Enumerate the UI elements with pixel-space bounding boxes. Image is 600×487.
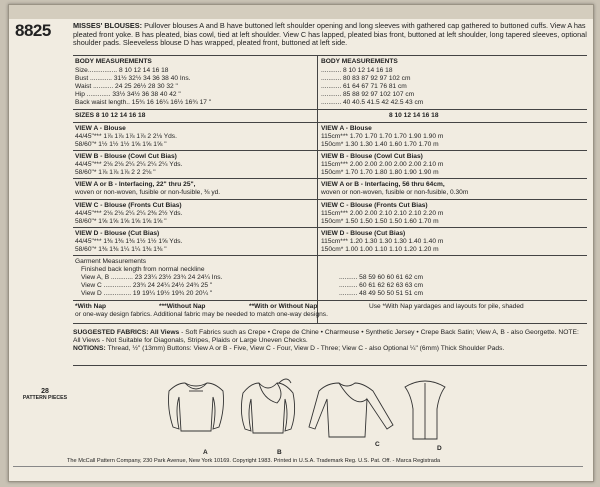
pattern-number: 8825 [15,21,51,40]
rule [73,178,317,179]
figure-label-a: A [203,449,208,456]
waist-row-metric: ........... 61 64 67 71 76 81 cm [321,83,407,90]
view-d-row-2-metric: 150cm* 1.00 1.00 1.10 1.10 1.20 1.20 m [321,246,439,253]
notions-label: NOTIONS: [73,345,106,352]
nap-note-2: or one-way design fabrics. Additional fabric may be needed to match one-way designs. [75,311,328,318]
view-a-row-1: 44/45"*** 1⅞ 1⅞ 1⅞ 1⅞ 2 2⅛ Yds. [75,133,177,140]
interfacing-title-metric: VIEW A or B - Interfacing, 56 thru 64cm, [321,181,445,188]
rule [73,109,317,110]
view-b-title-metric: VIEW B - Blouse (Cowl Cut Bias) [321,153,423,160]
rule [317,178,587,179]
rule [73,300,587,301]
rule [73,365,587,366]
fabrics-label: SUGGESTED FABRICS: All Views [73,329,180,336]
copyright-footer: The McCall Pattern Company, 230 Park Avenue, New York 10169. Copyright 1983. Printed in U.S.A. Trademark Reg. U.S. Pat. Off. - Marca Registrada [67,458,441,464]
view-c-title: VIEW C - Blouse (Fronts Cut Bias) [75,202,182,209]
garment-view-ab-metric: .......... 58 59 60 60 61 62 cm [339,274,423,281]
size-row: Size................ 8 10 12 14 16 18 [75,67,169,74]
rule [73,227,317,228]
body-measurements-title: BODY MEASUREMENTS [75,58,152,65]
rule [317,109,587,110]
sizes-row-metric: 8 10 12 14 16 18 [389,112,439,119]
view-d-title-metric: VIEW D - Blouse (Cut Bias) [321,230,406,237]
rule [317,199,587,200]
view-b-row-1-metric: 115cm*** 2.00 2.00 2.00 2.00 2.00 2.10 m [321,161,444,168]
garment-view-d: View D ............... 19 19¼ 19½ 19¾ 20 20¼ " [81,290,213,297]
pattern-pieces-count [21,389,69,401]
view-c-row-2-metric: 150cm* 1.50 1.50 1.50 1.50 1.60 1.70 m [321,218,439,225]
view-a-title: VIEW A - Blouse [75,125,126,132]
garment-title: Garment Measurements [75,258,147,265]
hip-row-metric: ........... 85 88 92 97 102 107 cm [321,91,415,98]
garment-subtitle: Finished back length from normal neckline [81,266,205,273]
view-d-drawing [405,381,445,439]
view-c-row-1: 44/45"*** 2⅛ 2⅛ 2¼ 2¼ 2⅜ 2½ Yds. [75,210,183,217]
size-row-metric: ........... 8 10 12 14 16 18 [321,67,393,74]
view-a-row-2-metric: 150cm* 1.30 1.30 1.40 1.60 1.70 1.70 m [321,141,439,148]
interfacing-text-metric: woven or non-woven, fusible or non-fusible, 0.30m [321,189,469,196]
view-d-title: VIEW D - Blouse (Cut Bias) [75,230,160,237]
sizes-row: SIZES 8 10 12 14 16 18 [75,112,146,119]
interfacing-title: VIEW A or B - Interfacing, 22" thru 25", [75,181,196,188]
back-waist-row: Back waist length.. 15¾ 16 16¼ 16½ 16¾ 17 " [75,99,212,106]
notions-text: Thread, ½" (13mm) Buttons: View A or B - Five, View C - Four, View D - Three; View C - also Optional ¼" (6mm) Thick Shoulder Pads. [105,345,505,352]
view-a-title-metric: VIEW A - Blouse [321,125,372,132]
with-or-without-nap-note: **With or Without Nap [249,303,318,310]
interfacing-text: woven or non-woven, fusible or non-fusible, ⅜ yd. [75,189,221,196]
bust-row-metric: ........... 80 83 87 92 97 102 cm [321,75,411,82]
rule [317,122,587,123]
fabrics-and-notions [73,329,587,353]
rule [73,255,587,256]
view-a-drawing [169,383,224,431]
waist-row: Waist ........... 24 25 26½ 28 30 32 " [75,83,178,90]
garment-view-d-metric: .......... 48 49 50 50 51 51 cm [339,290,423,297]
tape-strip [9,5,593,19]
garment-view-ab: View A, B ............ 23 23¼ 23½ 23¾ 24 24¼ Ins. [81,274,223,281]
with-nap-note: *With Nap [75,303,107,310]
fabrics-text: - Soft Fabrics such as Crepe • Crepe de Chine • Charmeuse • Synthetic Jersey • Crepe Back Satin; View A, B - also Georgette. NOTE: All Views - Not Suitable for Diagonals, Stripes, Plaids or Large Uneven Checks. [73,329,579,344]
rule [317,227,587,228]
footer-rule [13,466,583,467]
bust-row: Bust ............ 31½ 32½ 34 36 38 40 Ins. [75,75,191,82]
view-d-row-1-metric: 115cm*** 1.20 1.30 1.30 1.30 1.40 1.40 m [321,238,444,245]
view-b-drawing [241,379,294,433]
view-a-row-2: 58/60"* 1½ 1½ 1½ 1⅝ 1⅝ 1⅝ " [75,141,167,148]
garment-view-c-metric: .......... 60 61 62 62 63 63 cm [339,282,423,289]
figure-label-b: B [277,449,282,456]
pattern-pieces-number: 28 [41,388,49,395]
without-nap-note: ***Without Nap [159,303,206,310]
rule [317,150,587,151]
rule [73,150,317,151]
rule [73,122,317,123]
description-text: Pullover blouses A and B have buttoned left shoulder opening and long sleeves with gathered cap gathered to buttoned cuffs. View A has pleated front yoke. B has pleated, bias cowl, tied at left shoulder. View C has lapped, pleated bias front, buttoned at left shoulder, long tapered sleeves, optional shoulder pads. Sleeveless blouse D has wrapped, pleated front, buttoned at left side. [73,21,587,48]
view-c-title-metric: VIEW C - Blouse (Fronts Cut Bias) [321,202,428,209]
nap-note-1: Use *With Nap yardages and layouts for pile, shaded [369,303,524,310]
pattern-pieces-label: PATTERN PIECES [22,395,68,401]
view-b-row-2-metric: 150cm* 1.70 1.70 1.80 1.80 1.90 1.90 m [321,169,439,176]
rule [73,199,317,200]
garment-view-c: View C ............... 23¾ 24 24¼ 24½ 24¾ 25 " [81,282,213,289]
back-waist-row-metric: ........... 40 40.5 41.5 42 42.5 43 cm [321,99,424,106]
figure-label-d: D [437,445,442,452]
view-d-row-1: 44/45"*** 1⅜ 1⅜ 1⅜ 1½ 1½ 1⅝ Yds. [75,238,183,245]
pattern-description [73,22,588,48]
view-b-title: VIEW B - Blouse (Cowl Cut Bias) [75,153,177,160]
view-b-row-1: 44/45"*** 2⅛ 2⅛ 2¼ 2¼ 2¼ 2¼ Yds. [75,161,183,168]
pattern-title: MISSES' BLOUSES: [73,21,143,30]
figure-label-c: C [375,441,380,448]
view-b-row-2: 58/60"* 1⅞ 1⅞ 1⅞ 2 2 2⅛ " [75,169,156,176]
garment-drawings [159,369,459,461]
column-divider [317,55,318,323]
view-c-drawing [309,383,393,437]
pattern-envelope-back [8,4,594,482]
hip-row: Hip ............. 33½ 34½ 36 38 40 42 " [75,91,181,98]
view-d-row-2: 58/60"* 1⅜ 1⅜ 1¼ 1¼ 1⅜ 1⅜ " [75,246,167,253]
rule [73,323,587,324]
view-c-row-1-metric: 115cm*** 2.00 2.00 2.10 2.10 2.10 2.20 m [321,210,444,217]
view-a-row-1-metric: 115cm*** 1.70 1.70 1.70 1.70 1.90 1.90 m [321,133,444,140]
top-rule [73,55,587,56]
view-c-row-2: 58/60"* 1⅝ 1⅝ 1⅝ 1⅝ 1⅝ 1⅝ " [75,218,167,225]
body-measurements-title-metric: BODY MEASUREMENTS [321,58,398,65]
